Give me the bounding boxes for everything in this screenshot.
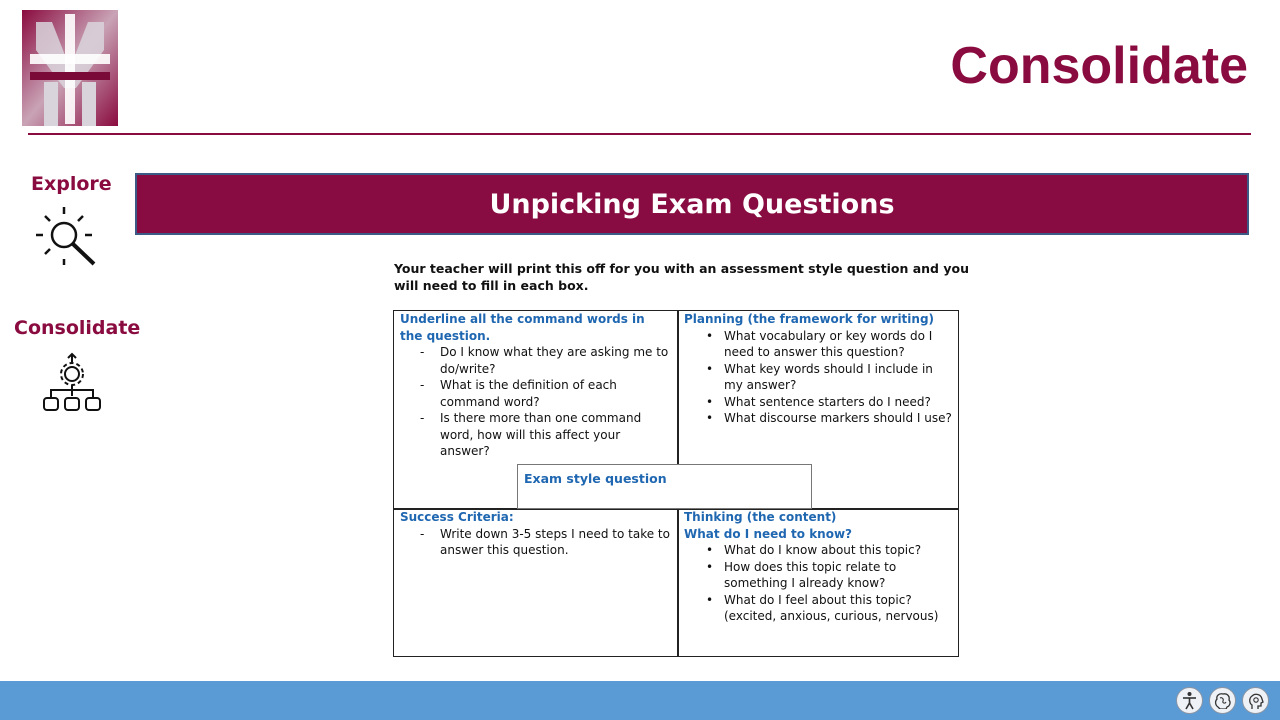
- header-divider: [28, 133, 1251, 135]
- list-item: • What discourse markers should I use?: [684, 410, 954, 427]
- list-item: - Do I know what they are asking me to do/write?: [400, 344, 670, 377]
- explore-label: Explore: [31, 173, 112, 195]
- explore-magnifier-icon: [34, 203, 100, 274]
- list-item: • How does this topic relate to something I already know?: [684, 559, 954, 592]
- success-criteria-cell: [400, 509, 670, 559]
- list-item: - Is there more than one command word, how will this affect your answer?: [400, 410, 670, 460]
- thinking-head-icon[interactable]: [1242, 687, 1269, 714]
- thinking-subheading: What do I need to know?: [684, 526, 853, 541]
- planning-list: [684, 328, 954, 427]
- list-item: • What do I feel about this topic? (excited, anxious, curious, nervous): [684, 592, 954, 625]
- consolidate-label: Consolidate: [14, 317, 141, 339]
- list-item: - What is the definition of each command word?: [400, 377, 670, 410]
- thinking-cell: [684, 509, 954, 625]
- section-banner: [135, 173, 1249, 235]
- worksheet-grid: [393, 310, 959, 657]
- accessibility-icon[interactable]: [1176, 687, 1203, 714]
- exam-style-question-box: [517, 464, 812, 509]
- banner-title: Unpicking Exam Questions: [489, 188, 895, 220]
- success-criteria-heading: Success Criteria:: [400, 510, 514, 524]
- thinking-list: [684, 542, 954, 625]
- consolidate-network-icon: [41, 352, 103, 419]
- list-item: - Write down 3-5 steps I need to take to answer this question.: [400, 526, 670, 559]
- list-item: • What sentence starters do I need?: [684, 394, 954, 411]
- list-item: • What key words should I include in my answer?: [684, 361, 954, 394]
- brain-icon[interactable]: [1209, 687, 1236, 714]
- page-title: Consolidate: [950, 37, 1248, 95]
- planning-heading: Planning (the framework for writing): [684, 312, 935, 326]
- worksheet-instruction: Your teacher will print this off for you with an assessment style question and you will need to fill in each box.: [394, 261, 969, 293]
- list-item: • What do I know about this topic?: [684, 542, 954, 559]
- exam-style-question-label: Exam style question: [524, 471, 667, 486]
- planning-cell: [684, 311, 954, 427]
- footer-bar: [0, 681, 1280, 720]
- list-item: • What vocabulary or key words do I need to answer this question?: [684, 328, 954, 361]
- school-logo: [22, 8, 118, 128]
- success-criteria-list: [400, 526, 670, 559]
- thinking-heading: Thinking (the content): [684, 510, 837, 524]
- command-words-heading: Underline all the command words in the question.: [400, 312, 645, 343]
- command-words-list: [400, 344, 670, 460]
- command-words-cell: [400, 311, 670, 460]
